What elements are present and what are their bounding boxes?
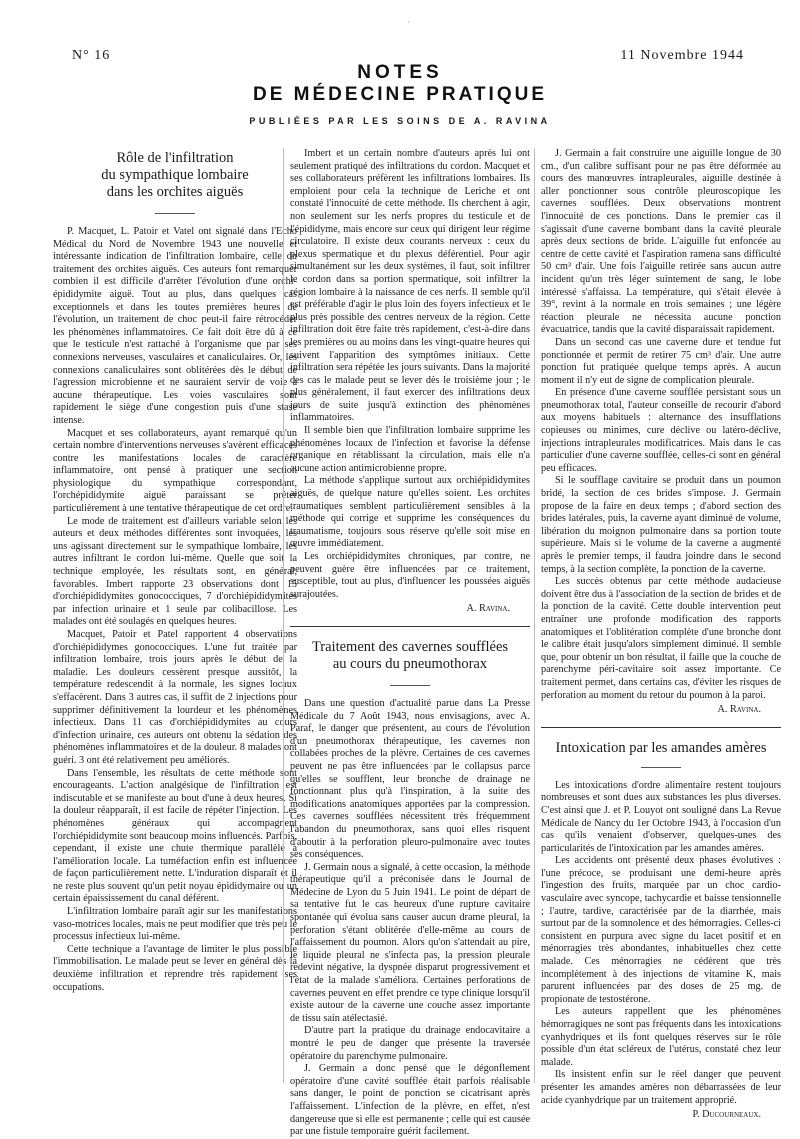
article2-paragraph: Si le soufflage cavitaire se produit dans un poumon bridé, la section de ces brides s'impose. J. Germain propose de la faire en deux temps ; d'abord section des brides latérales, puis, la caverne ayant diminué de volume, libération du moignon pulmonaire dans sa portion toute supérieure. Mais si le volume de la caverne a augmenté après le premier temps, il faudra joindre dans le second temps, à la section complète, la ponction de la caverne. xyxy=(541,475,781,575)
article2-paragraph: En présence d'une caverne soufflée persistant sous un pneumothorax total, l'auteur conseille de recourir d'abord aux moyens habituels : alternance des insufflations copieuses ou minimes, cure déclive ou latéro-déclive, injections intrapleurales modificatrices. Mais dans le cas particulier d'une caverne soufflée, celles-ci sont en général peu efficaces. xyxy=(541,387,781,474)
article3-paragraph: Ils insistent enfin sur le réel danger que peuvent présenter les amandes amères non débarrassées de leur acide cyanhydrique par un traitement approprié. xyxy=(541,1069,781,1106)
article3-paragraph: Les intoxications d'ordre alimentaire restent toujours nombreuses et sont dues aux substances les plus diverses. C'est ainsi que J. et P. Louyot ont souligné dans La Revue Médicale de Nancy du 1er Octobre 1943, à l'occasion d'un cas qu'ils venaient d'observer, quelques-unes des particularités de l'intoxication par les amandes amères. xyxy=(541,779,781,854)
article1-paragraph: Il semble bien que l'infiltration lombaire supprime les phénomènes locaux de l'infection et favorise la défense organique en rétablissant la circulation, mais elle n'a aucune action antimicrobienne propre. xyxy=(290,425,530,474)
article2-title-line1: Traitement des cavernes soufflées xyxy=(311,638,509,655)
column-3 xyxy=(534,148,781,1121)
article1-paragraph: Le mode de traitement est d'ailleurs variable selon les auteurs et deux méthodes différentes sont invoquées, les uns agissant directement sur le sympathique lombaire, les autres infiltrant le cordon lui-même. Quelle que soit la technique employée, les résultats sont, en général, favorables. Imbert rapporte 23 observations dont 15 d'orchiépididymites gonococciques, 7 d'orchiépididymites par infection urinaire et 1 seule par colibacillose. Les malades ont été soulagés en quelques heures. xyxy=(53,515,297,628)
article3-paragraph: Les accidents ont présenté deux phases évolutives : l'une précoce, se produisant une demi-heure après l'ingestion des fruits, marquée par un choc cardio-vasculaire avec syncope, tachycardie et baisse tensionnelle ; l'autre, tardive, caractérisée par de la diarrhée, mais surtout par de la somnolence et des hémorragies. Celles-ci consistent en purpura avec signe du lacet positif et en ménorragies très abondantes, inhabituelles chez cette malade. Ces ménorragies ne cédèrent que très incomplètement à des injections de vitamine K, mais parurent influencées par des doses de 25 mg. de propionate de testostérone. xyxy=(541,855,781,1005)
article2-title xyxy=(290,639,530,673)
journal-title-line2: DE MÉDECINE PRATIQUE xyxy=(252,84,547,105)
article1-paragraph: Macquet, Patoir et Patel rapportent 4 observations d'orchiépididymes gonococciques. L'une fut traitée par infiltration lombaire, trois jours après le début de la maladie. Les douleurs cessèrent presque aussitôt, la température redescendit à la normale, les signes locaux s'effacèrent. Dans 3 autres cas, il suffit de 2 injections pour supprimer définitivement la lourdeur et les phénomènes infectieux. Dans 11 cas d'orchiépididymites au cours d'infection urinaire, ces auteurs ont obtenu la sédation des phénomènes inflammatoires et de la douleur. 8 malades ont guéri. 3 ont été relativement peu améliorés. xyxy=(53,629,297,766)
article2-paragraph: Dans un second cas une caverne dure et tendue fut ponctionnée et permit de retirer 75 cm³ d'air. Une autre ponction fut pratiquée quelque temps après. A aucun moment il n'y eut de signe de complication pleurale. xyxy=(541,336,781,386)
article1-paragraph: P. Macquet, L. Patoir et Vatel ont signalé dans l'Echo Médical du Nord de Novembre 1943 une nouvelle et intéressante indication de l'infiltration lombaire, celle du traitement des orchites aiguës. Ces auteurs font remarquer combien il est difficile d'arrêter l'évolution d'une orchi-épididymite aiguë. Tout au plus, dans quelques cas exceptionnels et dans les toutes premières heures de l'évolution, un traitement de choc peut-il faire rétrocéder les phénomènes inflammatoires. Ce fait doit être dû à ce que le testicule n'est rattaché à l'organisme que par ses connexions nerveuses, vasculaires et canaliculaires. Or, les connexions canaliculaires sont oblitérées dès le début de l'agression microbienne et ne sauraient servir de voie à aucune thérapeutique. Les voies vasculaires sont rapidement le siège d'une congestion puis d'une stase intense. xyxy=(53,226,297,426)
article2-paragraph: J. Germain nous a signalé, à cette occasion, la méthode thérapeutique qu'il a préconisée dans le Journal de Médecine de Lyon du 5 Juin 1941. Le point de départ de sa tentative fut le cas heureux d'une rupture cavitaire spontanée qui évolua sans causer aucun drame pleural, la perforation s'étant oblitérée d'elle-même au cours de l'affaissement du poumon. Alors qu'on s'attendait au pire, le liquide pleural ne s'infecta pas, la pression pleurale redevint négative, la dyspnée disparut progressivement et l'état de la malade s'améliora. Certaines perforations de cavernes peuvent en effet prendre ce type clinique lorsqu'il existe autour de la caverne une couche assez importante de tissu sain atélectasié. xyxy=(290,861,530,1024)
article-separator xyxy=(541,727,781,728)
article2-paragraph: D'autre part la pratique du drainage endocavitaire a montré le peu de danger que présente la traversée opératoire du parenchyme pulmonaire. xyxy=(290,1025,530,1062)
article3-signature: P. Ducourneaux. xyxy=(692,1109,761,1121)
article1-paragraph: Les orchiépididymites chroniques, par contre, ne peuvent guère être influencées par ce traitement, susceptible, tout au plus, d'influencer les poussées aiguës surajoutées. xyxy=(290,551,530,600)
article-separator xyxy=(290,626,530,627)
article1-title-line1: Rôle de l'infiltration xyxy=(116,150,234,166)
article1-paragraph: La méthode s'applique surtout aux orchiépididymites aiguës, de quelque nature qu'elles soient. Les orchites traumatiques semblent particulièrement sensibles à la méthode qui corrige et supprime les conséquences du traumatisme, toujours sous réserve qu'elle soit mise en œuvre immédiatement. xyxy=(290,475,530,550)
title-rule xyxy=(155,213,195,214)
article1-title-line3: dans les orchites aiguës xyxy=(106,184,244,200)
article1-paragraph: Macquet et ses collaborateurs, ayant remarqué qu'un certain nombre d'interventions nerveuses s'avèrent efficaces contre les manifestations locales de caractère inflammatoire, ont pensé à pratiquer une section physiologique du sympathique correspondant, l'orchépididymite aiguë paraissant se prêter particulièrement à une tentative thérapeutique de cet ordre. xyxy=(53,427,297,515)
article2-signature: A. Ravina. xyxy=(717,704,761,716)
article1-title-line2: du sympathique lombaire xyxy=(101,167,249,183)
journal-title-line1: NOTES xyxy=(357,62,443,83)
article1-paragraph: Dans l'ensemble, les résultats de cette méthode sont encourageants. L'action analgésique de l'infiltration est indiscutable et se manifeste au bout d'une à deux heures. Si la douleur réapparaît, il est facile de répéter l'injection. Les phénomènes généraux qui accompagnent l'orchiépididymite sont beaucoup moins influencés. Parfois, cependant, il existe une chute thermique parallèle à l'amélioration locale. La tuméfaction enfin est influencée de façon particulièrement nette. L'induration disparaît et il ne reste plus souvent qu'un petit noyau épididymaire ou un certain épaississement du canal déférent. xyxy=(53,767,297,905)
article1-paragraph: Imbert et un certain nombre d'auteurs après lui ont seulement pratiqué des infiltrations du cordon. Macquet et ses collaborateurs préfèrent les infiltrations lombaires. Ils emploient pour cela la technique de Leriche et ont constaté l'innocuité de cette méthode. Ils cherchent à agir, non seulement sur les nerfs propres du testicule et de l'épididyme, mais encore sur ceux qui dirigent leur régime circulatoire. Il existe deux courants nerveux : ceux du plexus spermatique et du plexus déférentiel. Pour agir simultanément sur les deux systèmes, il faut, soit infiltrer le cordon dans sa portion spermatique, soit infiltrer la région lombaire à la naissance de ces nerfs. Il semble qu'il est préférable d'agir le plus loin des foyers infectieux et le plus près possible des centres nerveux de la région. Cette infiltration doit être faite très rapidement, c'est-à-dire dans les premières ou au moins dans les vingt-quatre heures qui suivent l'apparition des symptômes initiaux. Cette infiltration sera répétée les jours suivants. Dans la majorité des cas le malade peut se lever dès le troisième jour ; le plus généralement, il faut exercer des infiltrations deux jours de suite jusqu'à extinction des phénomènes inflammatoires. xyxy=(290,148,530,424)
issue-number: N° 16 xyxy=(72,48,111,63)
journal-subtitle: PUBLIÉES PAR LES SOINS DE A. RAVINA xyxy=(249,116,551,126)
article1-title xyxy=(53,150,297,201)
article2-paragraph: J. Germain a donc pensé que le dégonflement opératoire d'une cavité soufflée était parfois réalisable sans danger, le point de ponction se cicatrisant après l'affaissement. L'infection de la plèvre, en effet, n'est dangereuse que si elle est permanente ; celle qui est causée par une fistule temporaire guérit facilement. xyxy=(290,1063,530,1138)
column-2 xyxy=(283,148,530,1138)
article3-paragraph: Les auteurs rappellent que les phénomènes hémorragiques ne sont pas fréquents dans les intoxications cyanhydriques et ils font quelques réserves sur le rôle possible d'un état scléreux de l'utérus, constaté chez leur malade. xyxy=(541,1006,781,1068)
article2-title-line2: au cours du pneumothorax xyxy=(332,655,488,672)
issue-date: 11 Novembre 1944 xyxy=(620,48,744,63)
article2-paragraph: Dans une question d'actualité parue dans La Presse Médicale du 7 Août 1943, nous envisagions, avec A. Paraf, le danger que présentent, au cours de l'évolution d'un pneumothorax thérapeutique, les cavernes non collabées proches de la plèvre. Certaines de ces cavernes peuvent ne pas être influencées par le collapsus parce qu'elles se soufflent, leur bronche de drainage ne fonctionnant plus qu'à l'inspiration, à la suite des modifications anatomiques apportées par la compression. Ces cavernes soufflées nécessitent très fréquemment l'abandon du pneumothorax, sans quoi elles risquent d'aboutir à la perforation pleuro-pulmonaire avec toutes ses conséquences. xyxy=(290,697,530,861)
page-mark: · xyxy=(407,18,410,27)
article1-signature: A. Ravina. xyxy=(466,603,510,615)
article2-paragraph: J. Germain a fait construire une aiguille longue de 30 cm., d'un calibre suffisant pour ne pas être déformée au cours des manœuvres intrapleurales, aiguille destinée à aller ponctionner sous contrôle pleuroscopique les cavernes soufflées. Deux observations montrent l'innocuité de ces ponctions. Dans le premier cas il s'agissait d'une caverne bombant dans la cavité pleurale après deux sections de bride. L'aiguille fut enfoncée au centre de cette cavité et l'aspiration ramena sans difficulté 50 cm³ d'air. Une fois l'aiguille retirée sans aucun autre incident qu'un très léger suintement de sang, le lobe intéressé s'affaissa. La température, qui s'était élevée à 39°, revint à la normale en trois semaines ; une légère réaction pleurale ne nécessita aucune ponction évacuatrice, tandis que la cavité disparaissait rapidement. xyxy=(541,148,781,336)
title-rule xyxy=(390,685,430,686)
article2-paragraph: Les succès obtenus par cette méthode audacieuse doivent être dus à l'association de la section de brides et de la ponction de la cavité. Cette double intervention peut entraîner une profonde modification des rapports anatomiques et l'oblitération complète d'une bronche dont le calibre était jusqu'alors simplement diminué. Il semble que, pour obtenir un bon résultat, il faille que la couche de parenchyme péri-cavitaire soit assez importante. Ce traitement permet, dans certains cas, d'éviter les risques de perforation au moment du retour du poumon à la paroi. xyxy=(541,576,781,701)
article1-paragraph: Cette technique a l'avantage de limiter le plus possible l'immobilisation. Le malade peut se lever en général dès la deuxième infiltration et reprendre très rapidement ses occupations. xyxy=(53,943,297,993)
article1-paragraph: L'infiltration lombaire paraît agir sur les manifestations vaso-motrices locales, mais ne peut modifier que très peu le processus infectieux lui-même. xyxy=(53,906,297,943)
title-rule xyxy=(641,767,681,768)
article3-title: Intoxication par les amandes amères xyxy=(555,739,767,756)
column-1 xyxy=(53,140,297,1070)
